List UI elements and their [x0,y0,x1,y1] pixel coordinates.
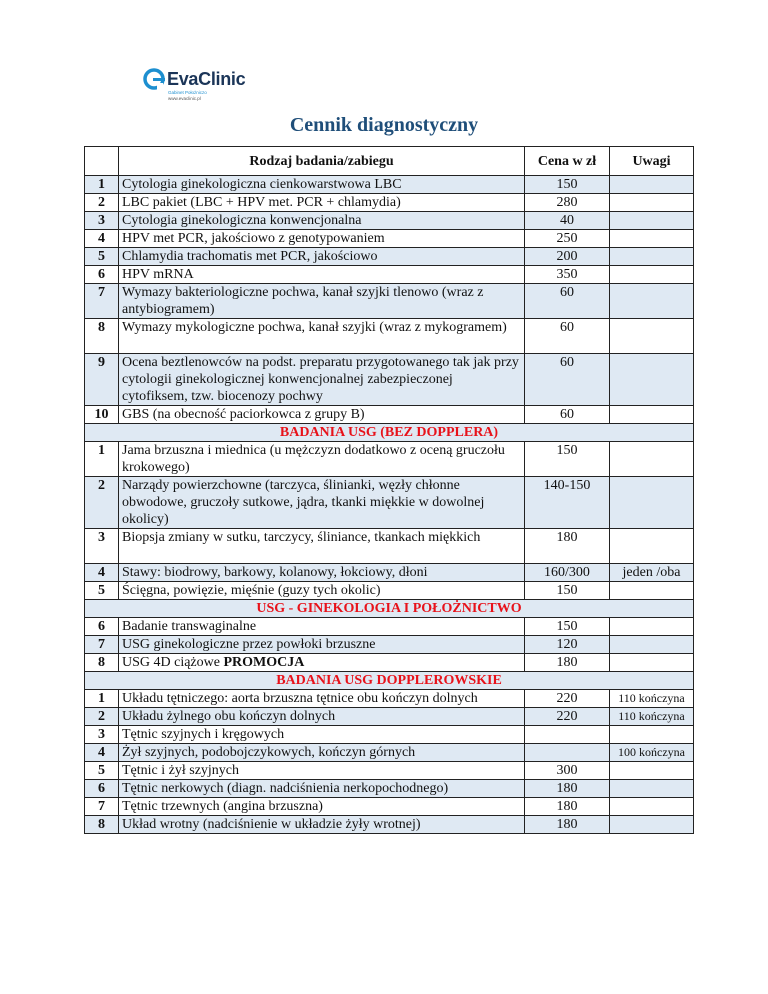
table-header-row [85,147,694,176]
row-procedure: Chlamydia trachomatis met PCR, jakościowo [119,248,525,266]
row-note [610,212,694,230]
row-procedure: Układu tętniczego: aorta brzuszna tętnice obu kończyn dolnych [119,690,525,708]
row-procedure: Stawy: biodrowy, barkowy, kolanowy, łokciowy, dłoni [119,564,525,582]
row-note [610,319,694,354]
row-note [610,354,694,406]
row-price: 280 [525,194,610,212]
table-row [85,618,694,636]
table-row [85,284,694,319]
row-procedure: USG ginekologiczne przez powłoki brzuszne [119,636,525,654]
row-number: 3 [85,726,119,744]
row-note [610,529,694,564]
row-price: 180 [525,780,610,798]
table-row [85,654,694,672]
table-row [85,726,694,744]
table-row [85,816,694,834]
table-row [85,564,694,582]
row-price: 150 [525,618,610,636]
row-price: 150 [525,176,610,194]
table-row [85,636,694,654]
row-procedure: HPV met PCR, jakościowo z genotypowaniem [119,230,525,248]
row-price: 60 [525,354,610,406]
row-note [610,442,694,477]
section-heading-row [85,424,694,442]
row-number: 4 [85,564,119,582]
row-procedure: Tętnic nerkowych (diagn. nadciśnienia nerkopochodnego) [119,780,525,798]
table-row [85,176,694,194]
row-note [610,816,694,834]
table-row [85,442,694,477]
row-price [525,726,610,744]
row-number: 9 [85,354,119,406]
row-price: 180 [525,529,610,564]
row-procedure: Ocena beztlenowców na podst. preparatu przygotowanego tak jak przy cytologii ginekologicznej konwencjonalnej zabezpieczonej cytofiksem, tzw. biocenozy pochwy [119,354,525,406]
table-row [85,194,694,212]
table-row [85,354,694,406]
row-note [610,636,694,654]
section-title-gyn: USG - GINEKOLOGIA I POŁOŻNICTWO [85,600,694,618]
row-number: 8 [85,319,119,354]
row-number: 1 [85,442,119,477]
table-row [85,477,694,529]
row-price: 60 [525,406,610,424]
clinic-logo [143,66,273,106]
table-row [85,248,694,266]
row-procedure: GBS (na obecność paciorkowca z grupy B) [119,406,525,424]
table-row [85,529,694,564]
price-table [84,146,694,834]
section-heading-row [85,672,694,690]
row-note [610,618,694,636]
row-number: 4 [85,744,119,762]
row-price: 150 [525,442,610,477]
row-price: 350 [525,266,610,284]
row-number: 4 [85,230,119,248]
row-procedure: Cytologia ginekologiczna konwencjonalna [119,212,525,230]
row-price: 220 [525,708,610,726]
row-note [610,284,694,319]
row-price: 140-150 [525,477,610,529]
row-price: 180 [525,654,610,672]
row-number: 5 [85,762,119,780]
row-price: 220 [525,690,610,708]
row-procedure: Cytologia ginekologiczna cienkowarstwowa LBC [119,176,525,194]
row-note [610,726,694,744]
row-number: 7 [85,636,119,654]
row-price: 250 [525,230,610,248]
row-number: 6 [85,266,119,284]
table-row [85,690,694,708]
row-procedure: Badanie transwaginalne [119,618,525,636]
table-row [85,406,694,424]
row-note [610,406,694,424]
promo-label: PROMOCJA [223,655,305,670]
row-procedure: Tętnic szyjnych i kręgowych [119,726,525,744]
row-note [610,582,694,600]
row-procedure: Narządy powierzchowne (tarczyca, ślinianki, węzły chłonne obwodowe, gruczoły sutkowe, jądra, tkanki miękkie w dowolnej okolicy) [119,477,525,529]
row-note [610,477,694,529]
row-procedure: Jama brzuszna i miednica (u mężczyzn dodatkowo z oceną gruczołu krokowego) [119,442,525,477]
header-price: Cena w zł [525,147,610,176]
row-note [610,230,694,248]
row-procedure: LBC pakiet (LBC + HPV met. PCR + chlamydia) [119,194,525,212]
row-number: 5 [85,582,119,600]
row-note [610,266,694,284]
row-price: 300 [525,762,610,780]
clinic-logo-icon [143,68,165,90]
row-price: 160/300 [525,564,610,582]
row-note [610,780,694,798]
header-notes: Uwagi [610,147,694,176]
row-procedure: Tętnic trzewnych (angina brzuszna) [119,798,525,816]
row-procedure: Biopsja zmiany w sutku, tarczycy, śliniance, tkankach miękkich [119,529,525,564]
section-heading-row [85,600,694,618]
row-procedure: Tętnic i żył szyjnych [119,762,525,780]
table-row [85,319,694,354]
row-note: 110 kończyna [610,708,694,726]
row-note [610,176,694,194]
row-number: 8 [85,654,119,672]
row-procedure: Wymazy bakteriologiczne pochwa, kanał szyjki tlenowo (wraz z antybiogramem) [119,284,525,319]
logo-tagline: Gabinet Położniczo [168,90,207,95]
row-number: 6 [85,780,119,798]
row-number: 1 [85,690,119,708]
row-note [610,194,694,212]
section-title-doppler: BADANIA USG DOPPLEROWSKIE [85,672,694,690]
row-number: 3 [85,212,119,230]
row-number: 6 [85,618,119,636]
row-number: 2 [85,477,119,529]
table-row [85,798,694,816]
row-note: 110 kończyna [610,690,694,708]
row-number: 3 [85,529,119,564]
row-note [610,798,694,816]
row-price: 200 [525,248,610,266]
row-procedure: Wymazy mykologiczne pochwa, kanał szyjki (wraz z mykogramem) [119,319,525,354]
row-number: 7 [85,798,119,816]
row-price: 120 [525,636,610,654]
row-procedure: Żył szyjnych, podobojczykowych, kończyn górnych [119,744,525,762]
table-row [85,230,694,248]
row-procedure-text: USG 4D ciążowe [122,655,224,670]
row-note: 100 kończyna [610,744,694,762]
row-price: 60 [525,319,610,354]
row-number: 2 [85,194,119,212]
header-procedure: Rodzaj badania/zabiegu [119,147,525,176]
table-row [85,266,694,284]
row-number: 10 [85,406,119,424]
row-procedure: Układ wrotny (nadciśnienie w układzie żyły wrotnej) [119,816,525,834]
header-num-cell [85,147,119,176]
table-row [85,582,694,600]
row-price: 40 [525,212,610,230]
row-procedure [119,654,525,672]
row-note [610,762,694,780]
row-number: 1 [85,176,119,194]
logo-name: EvaClinic [167,69,246,89]
table-row [85,212,694,230]
row-price: 60 [525,284,610,319]
page-title: Cennik diagnostyczny [289,114,479,136]
logo-url: www.evaclinic.pl [168,96,201,101]
table-row [85,708,694,726]
table-row [85,744,694,762]
row-price: 150 [525,582,610,600]
row-procedure: HPV mRNA [119,266,525,284]
section-title-usg: BADANIA USG (BEZ DOPPLERA) [85,424,694,442]
row-price: 180 [525,816,610,834]
row-procedure: Układu żylnego obu kończyn dolnych [119,708,525,726]
row-procedure: Ścięgna, powięzie, mięśnie (guzy tych okolic) [119,582,525,600]
table-row [85,762,694,780]
row-price [525,744,610,762]
row-price: 180 [525,798,610,816]
row-note [610,654,694,672]
row-note: jeden /oba [610,564,694,582]
row-number: 8 [85,816,119,834]
row-number: 5 [85,248,119,266]
row-number: 2 [85,708,119,726]
table-row [85,780,694,798]
row-note [610,248,694,266]
row-number: 7 [85,284,119,319]
